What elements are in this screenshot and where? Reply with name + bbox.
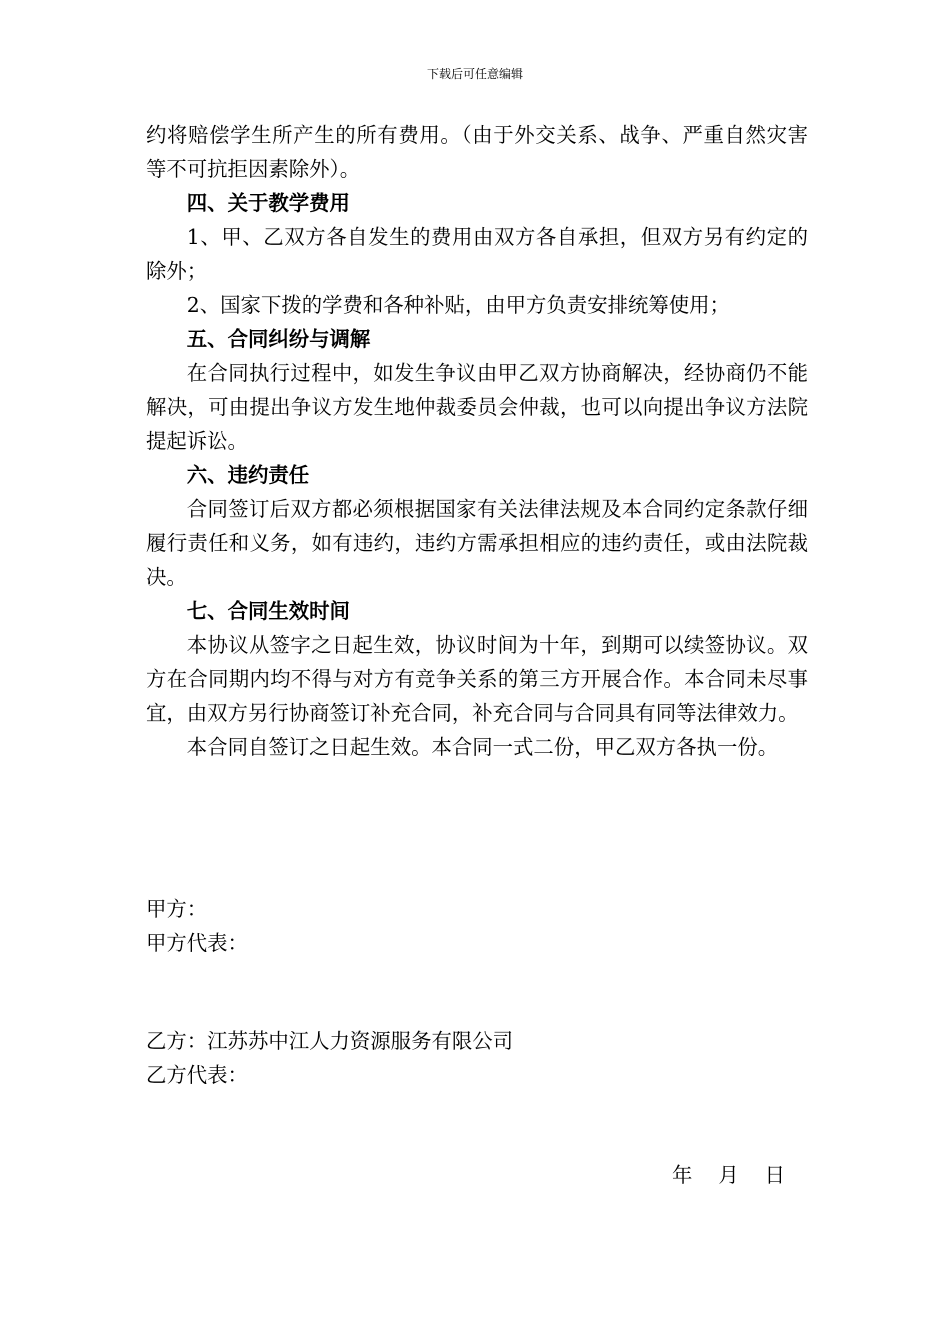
signature-date: 年 月 日 <box>672 1163 786 1187</box>
section-heading-teaching-fees: 四、关于教学费用 <box>186 191 350 215</box>
paragraph-effective-1: 本协议从签字之日起生效，协议时间为十年，到期可以续签协议。双方在合同期内均不得与对方有竞争关系的第三方开展合作。本合同未尽事宜，由双方另行协商签订补充合同，补充合同与合同具有同等法律效力。 <box>146 633 808 725</box>
section-heading-breach: 六、违约责任 <box>186 463 310 487</box>
paragraph-disputes: 在合同执行过程中，如发生争议由甲乙双方协商解决，经协商仍不能解决，可由提出争议方发生地仲裁委员会仲裁，也可以向提出争议方法院提起诉讼。 <box>146 361 808 453</box>
party-a-representative-label: 甲方代表： <box>146 931 248 955</box>
section-heading-effective-time: 七、合同生效时间 <box>186 599 350 623</box>
section-heading-disputes: 五、合同纠纷与调解 <box>186 327 371 351</box>
paragraph-breach: 合同签订后双方都必须根据国家有关法律法规及本合同约定条款仔细履行责任和义务，如有违约，违约方需承担相应的违约责任，或由法院裁决。 <box>146 497 808 589</box>
paragraph-compensation: 约将赔偿学生所产生的所有费用。（由于外交关系、战争、严重自然灾害等不可抗拒因素除外）。 <box>146 123 808 181</box>
paragraph-effective-2: 本合同自签订之日起生效。本合同一式二份，甲乙双方各执一份。 <box>186 735 779 759</box>
paragraph-fees-1: 1、甲、乙双方各自发生的费用由双方各自承担，但双方另有约定的除外； <box>146 225 808 283</box>
party-a-label: 甲方： <box>146 897 208 921</box>
party-b-representative-label: 乙方代表： <box>146 1063 248 1087</box>
party-b-label: 乙方：江苏苏中江人力资源服务有限公司 <box>146 1029 514 1053</box>
page-header-note: 下载后可任意编辑 <box>426 67 523 81</box>
contract-body <box>146 118 808 764</box>
paragraph-fees-2: 2、国家下拨的学费和各种补贴，由甲方负责安排统筹使用； <box>186 293 730 317</box>
